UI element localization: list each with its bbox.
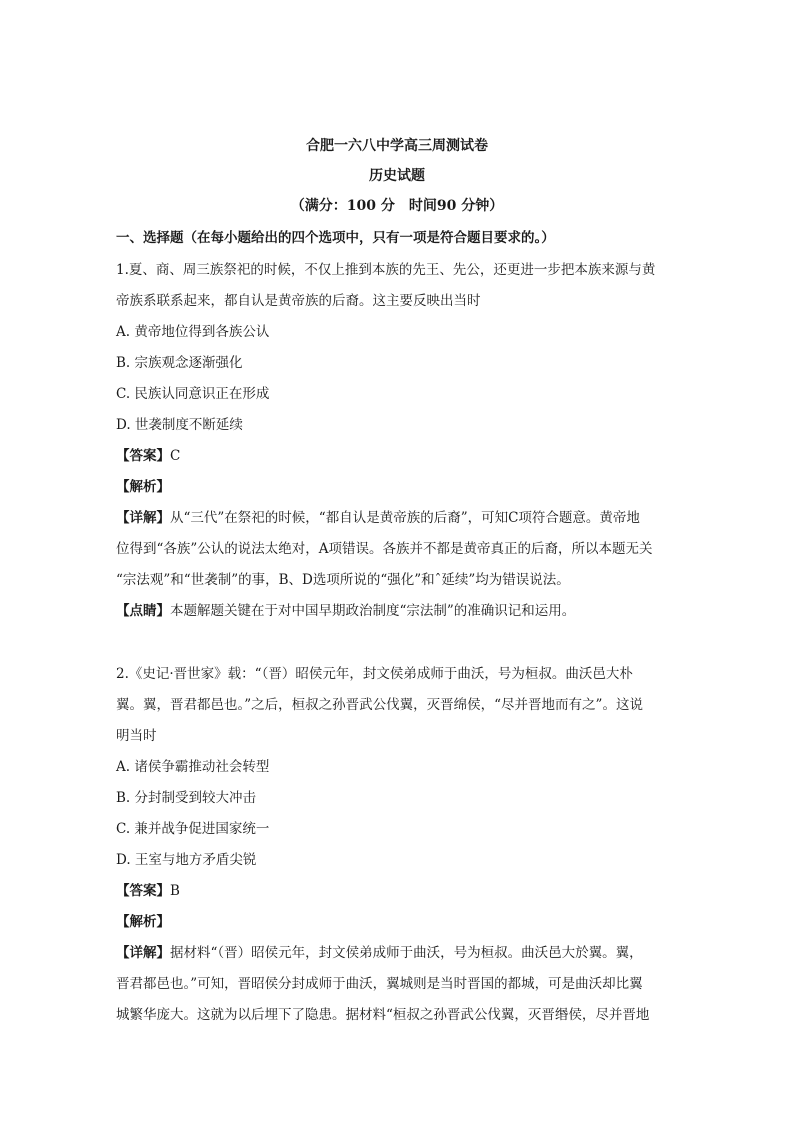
q1-tip bbox=[116, 601, 575, 621]
q2-option-a: A. 诸侯争霸推动社会转型 bbox=[116, 759, 270, 775]
q2-detail-line bbox=[116, 943, 643, 963]
q2-option-d: D. 王室与地方矛盾尖锐 bbox=[116, 852, 257, 868]
score-time: （满分：100 分 时间90 分钟） bbox=[290, 198, 504, 214]
q1-option-a: A. 黄帝地位得到各族公认 bbox=[116, 324, 270, 340]
q1-detail-label: 【详解】 bbox=[116, 510, 170, 526]
q2-stem-line: 明当时 bbox=[116, 728, 157, 744]
q1-option-b: B. 宗族观念逐渐强化 bbox=[116, 355, 243, 371]
q1-answer-value: C bbox=[170, 448, 181, 464]
q1-stem-line: 帝族系联系起来，都自认是黄帝族的后裔。这主要反映出当时 bbox=[116, 293, 481, 309]
q1-tip-text: 本题解题关键在于对中国早期政治制度“宗法制”的准确识记和运用。 bbox=[170, 603, 576, 619]
q2-option-b: B. 分封制受到较大冲击 bbox=[116, 790, 257, 806]
q2-answer bbox=[116, 881, 180, 901]
section-heading: 一、选择题（在每小题给出的四个选项中，只有一项是符合题目要求的。） bbox=[116, 230, 555, 246]
q1-analysis-label: 【解析】 bbox=[116, 479, 170, 495]
q2-answer-value: B bbox=[170, 883, 180, 899]
q2-answer-label: 【答案】 bbox=[116, 883, 170, 899]
q2-detail-text: 据材料“（晋）昭侯元年，封文侯弟成师于曲沃，号为桓叔。曲沃邑大於翼。翼， bbox=[170, 945, 643, 961]
q2-detail-label: 【详解】 bbox=[116, 945, 170, 961]
q1-option-d: D. 世袭制度不断延续 bbox=[116, 417, 243, 433]
q2-stem-line: 翼。翼，晋君都邑也。”之后，桓叔之孙晋武公伐翼，灭晋绵侯，“尽并晋地而有之”。这说 bbox=[116, 697, 643, 713]
q2-stem-line: 2.《史记·晋世家》载：“（晋）昭侯元年，封文侯弟成师于曲沃，号为桓叔。曲沃邑大朴 bbox=[116, 666, 633, 682]
q1-detail-line bbox=[116, 508, 640, 528]
subject-title: 历史试题 bbox=[369, 168, 425, 184]
q2-detail-line: 晋君都邑也。”可知，晋昭侯分封成师于曲沃，翼城则是当时晋国的都城，可是曲沃却比翼 bbox=[116, 976, 643, 992]
q2-analysis-label: 【解析】 bbox=[116, 914, 170, 930]
q2-option-c: C. 兼并战争促进国家统一 bbox=[116, 821, 270, 837]
q1-tip-label: 【点睛】 bbox=[116, 603, 170, 619]
q1-stem-line: 1.夏、商、周三族祭祀的时候，不仅上推到本族的先王、先公，还更进一步把本族来源与黄 bbox=[116, 262, 656, 278]
q1-detail-text: 从“三代”在祭祀的时候，“都自认是黄帝族的后裔”，可知C项符合题意。黄帝地 bbox=[170, 510, 640, 526]
q1-detail-line: 位得到“各族”公认的说法太绝对，A项错误。各族并不都是黄帝真正的后裔，所以本题无关 bbox=[116, 541, 653, 557]
q1-answer bbox=[116, 446, 180, 466]
q1-option-c: C. 民族认同意识正在形成 bbox=[116, 386, 270, 402]
q1-answer-label: 【答案】 bbox=[116, 448, 170, 464]
q1-detail-line: “宗法观”和“世袭制”的事，B、D选项所说的“强化”和ˆ延续”均为错误说法。 bbox=[116, 572, 570, 588]
q2-detail-line: 城繁华庞大。这就为以后埋下了隐患。据材料“桓叔之孙晋武公伐翼，灭晋缗侯，尽并晋地 bbox=[116, 1007, 650, 1023]
school-title: 合肥一六八中学高三周测试卷 bbox=[306, 138, 488, 154]
